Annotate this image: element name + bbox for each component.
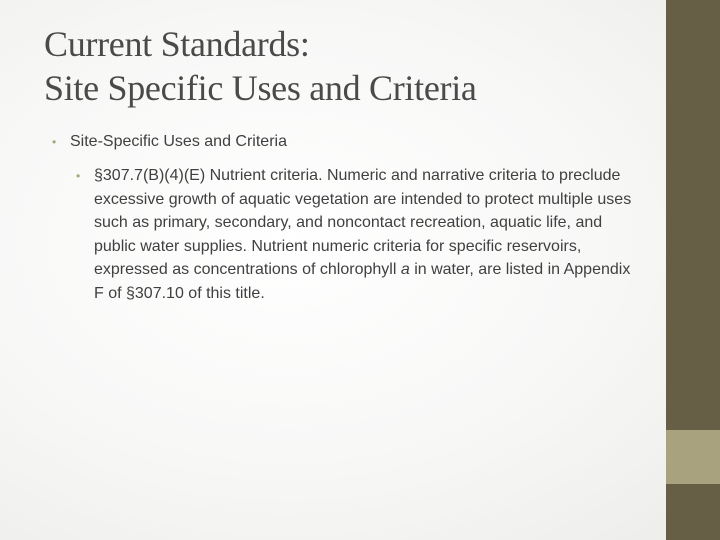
title-line-2: Site Specific Uses and Criteria	[44, 68, 477, 108]
bullet-level-1	[54, 132, 654, 152]
bullet-dot-icon: •	[76, 169, 81, 183]
bullet-dot-icon: •	[52, 135, 57, 149]
bullet-text: Site-Specific Uses and Criteria	[70, 133, 287, 150]
title-line-1: Current Standards:	[44, 24, 310, 64]
sub-bullet-text-part-2: in water, are listed in Appendix F of §307.10 of this title.	[94, 261, 631, 302]
sidebar-bar-top	[666, 0, 720, 430]
sidebar-bar-accent	[666, 430, 720, 484]
slide-title	[44, 22, 644, 110]
sub-bullet-text	[76, 164, 636, 305]
sidebar-bar-bottom	[666, 484, 720, 540]
chlorophyll-a-italic: a	[400, 261, 410, 278]
sub-bullet-text-part-1: §307.7(B)(4)(E) Nutrient criteria. Numeric and narrative criteria to preclude excessive growth of aquatic vegetation are intended to protect multiple uses such as primary, secondary, and noncontact recreation, aquatic life, and public water supplies. Nutrient numeric criteria for specific reservoirs, expressed as concentrations of chlorophyll	[94, 167, 632, 278]
bullet-level-2	[76, 164, 636, 305]
